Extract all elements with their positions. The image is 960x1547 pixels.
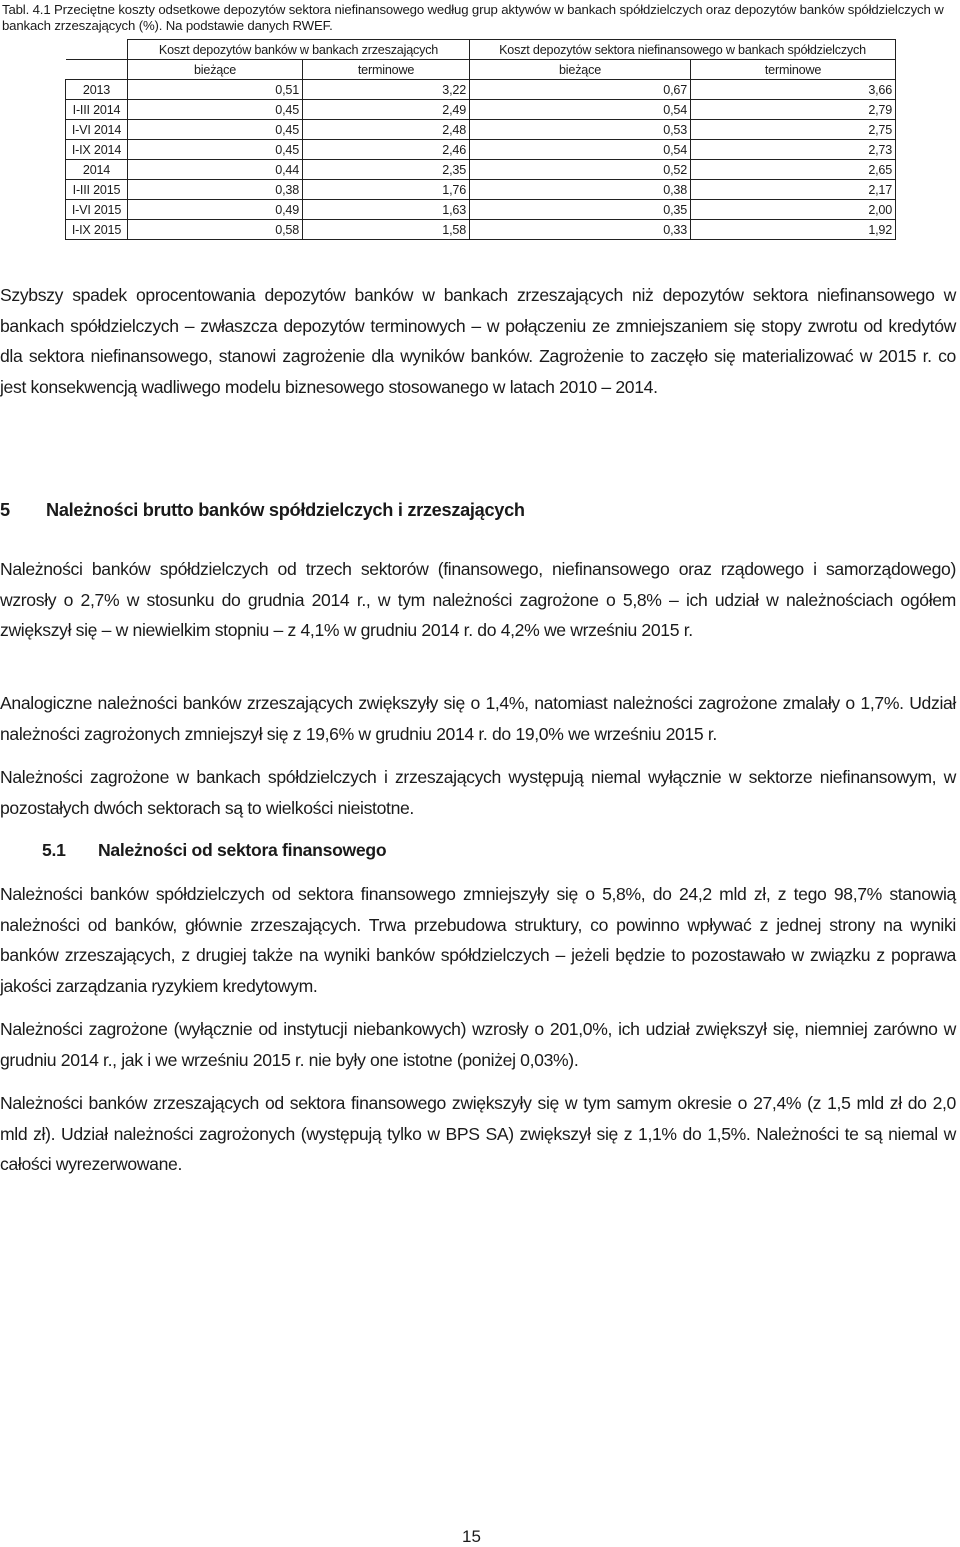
value-cell: 1,92 [691, 220, 896, 240]
period-cell: 2013 [66, 80, 128, 100]
value-cell: 1,58 [303, 220, 470, 240]
table-row [66, 160, 896, 180]
value-cell: 0,38 [128, 180, 303, 200]
value-cell: 2,75 [691, 120, 896, 140]
period-cell: I-III 2014 [66, 100, 128, 120]
value-cell: 2,46 [303, 140, 470, 160]
table-row [66, 180, 896, 200]
subsection-number: 5.1 [42, 840, 66, 860]
period-cell: I-IX 2015 [66, 220, 128, 240]
value-cell: 0,49 [128, 200, 303, 220]
table-row [66, 220, 896, 240]
value-cell: 2,79 [691, 100, 896, 120]
period-cell: I-VI 2015 [66, 200, 128, 220]
value-cell: 0,53 [470, 120, 691, 140]
value-cell: 2,65 [691, 160, 896, 180]
paragraph-receivables-growth: Należności banków spółdzielczych od trzech sektorów (finansowego, niefinansowego oraz rządowego i samorządowego) wzrosły o 2,7% w stosunku do grudnia 2014 r., w tym należności zagrożone o 5,8% – ich udział w należnościach ogółem zwiększył się – w niewielkim stopniu – z 4,1% w grudniu 2014 r. do 4,2% we wrześniu 2015 r. [0, 559, 956, 640]
subsection-title: Należności od sektora finansowego [98, 840, 387, 860]
paragraph-associating-financial: Należności banków zrzeszających od sektora finansowego zwiększyły się w tym samym okresie o 27,4% (z 1,5 mld zł do 2,0 mld zł). Udział należności zagrożonych (występują tylko w BPS SA) zwiększył się z 1,1% do 1,5%. Należności te są niemal w całości wyrezerwowane. [0, 1093, 956, 1174]
group-header-sektor-niefinansowy: Koszt depozytów sektora niefinansowego w bankach spółdzielczych [470, 40, 896, 60]
paragraph-nonbank-institutions: Należności zagrożone (wyłącznie od instytucji niebankowych) wzrosły o 201,0%, ich udział zwiększył się, niemniej zarówno w grudniu 2014 r., jak i we wrześniu 2015 r. nie były one istotne (poniżej 0,03%). [0, 1019, 956, 1070]
value-cell: 3,66 [691, 80, 896, 100]
value-cell: 0,44 [128, 160, 303, 180]
empty-header-cell [66, 40, 128, 60]
column-header: terminowe [303, 60, 470, 80]
value-cell: 2,49 [303, 100, 470, 120]
paragraph-financial-sector: Należności banków spółdzielczych od sektora finansowego zmniejszyły się o 5,8%, do 24,2 mld zł, z tego 98,7% stanowią należności od banków, głównie zrzeszających. Trwa przebudowa struktury, co powinno wpływać z jednej strony na wyniki banków zrzeszających, z drugiej także na wyniki banków spółdzielczych – jeżeli będzie to pozostawało w związku z poprawa jakości zarządzania ryzykiem kredytowym. [0, 884, 956, 996]
group-header-zrzeszajace: Koszt depozytów banków w bankach zrzeszających [128, 40, 470, 60]
table-group-header-row [66, 40, 896, 60]
value-cell: 0,33 [470, 220, 691, 240]
section-title: Należności brutto banków spółdzielczych i zrzeszających [46, 500, 525, 520]
paragraph-deposit-decline: Szybszy spadek oprocentowania depozytów banków w bankach zrzeszających niż depozytów sektora niefinansowego w bankach spółdzielczych – zwłaszcza depozytów terminowych – w połączeniu ze zmniejszaniem się stopy zwrotu od kredytów dla sektora niefinansowego, stanowi zagrożenie dla wyników banków. Zagrożenie to zaczęło się materializować w 2015 r. co jest konsekwencją wadliwego modelu biznesowego stosowanego w latach 2010 – 2014. [0, 285, 956, 397]
value-cell: 2,17 [691, 180, 896, 200]
value-cell: 1,63 [303, 200, 470, 220]
value-cell: 1,76 [303, 180, 470, 200]
value-cell: 0,67 [470, 80, 691, 100]
value-cell: 0,54 [470, 140, 691, 160]
value-cell: 0,52 [470, 160, 691, 180]
table-row [66, 140, 896, 160]
paragraph-threatened-receivables: Należności zagrożone w bankach spółdzielczych i zrzeszających występują niemal wyłącznie w sektorze niefinansowym, w pozostałych dwóch sektorach są to wielkości nieistotne. [0, 767, 956, 818]
value-cell: 2,00 [691, 200, 896, 220]
period-cell: I-IX 2014 [66, 140, 128, 160]
table-sub-header-row [66, 60, 896, 80]
value-cell: 0,45 [128, 140, 303, 160]
value-cell: 0,54 [470, 100, 691, 120]
deposit-cost-table [65, 39, 896, 240]
value-cell: 3,22 [303, 80, 470, 100]
value-cell: 0,38 [470, 180, 691, 200]
column-header: terminowe [691, 60, 896, 80]
table-row [66, 100, 896, 120]
table-row [66, 200, 896, 220]
value-cell: 2,35 [303, 160, 470, 180]
section-number: 5 [0, 500, 10, 520]
column-header: bieżące [128, 60, 303, 80]
value-cell: 0,45 [128, 100, 303, 120]
table-row [66, 120, 896, 140]
empty-header-cell [66, 60, 128, 80]
period-cell: I-VI 2014 [66, 120, 128, 140]
table-caption: Tabl. 4.1 Przeciętne koszty odsetkowe depozytów sektora niefinansowego według grup aktywów w bankach spółdzielczych oraz depozytów banków spółdzielczych w bankach zrzeszających (%). Na podstawie danych RWEF. [2, 2, 944, 33]
table-row [66, 80, 896, 100]
value-cell: 0,51 [128, 80, 303, 100]
period-cell: I-III 2015 [66, 180, 128, 200]
subsection-heading [42, 840, 386, 861]
column-header: bieżące [470, 60, 691, 80]
period-cell: 2014 [66, 160, 128, 180]
value-cell: 0,45 [128, 120, 303, 140]
value-cell: 0,58 [128, 220, 303, 240]
paragraph-associating-banks: Analogiczne należności banków zrzeszających zwiększyły się o 1,4%, natomiast należności zagrożone zmalały o 1,7%. Udział należności zagrożonych zmniejszył się z 19,6% w grudniu 2014 r. do 19,0% we wrześniu 2015 r. [0, 693, 956, 744]
value-cell: 2,73 [691, 140, 896, 160]
value-cell: 2,48 [303, 120, 470, 140]
section-heading [0, 500, 525, 521]
page-number: 15 [462, 1527, 481, 1546]
value-cell: 0,35 [470, 200, 691, 220]
